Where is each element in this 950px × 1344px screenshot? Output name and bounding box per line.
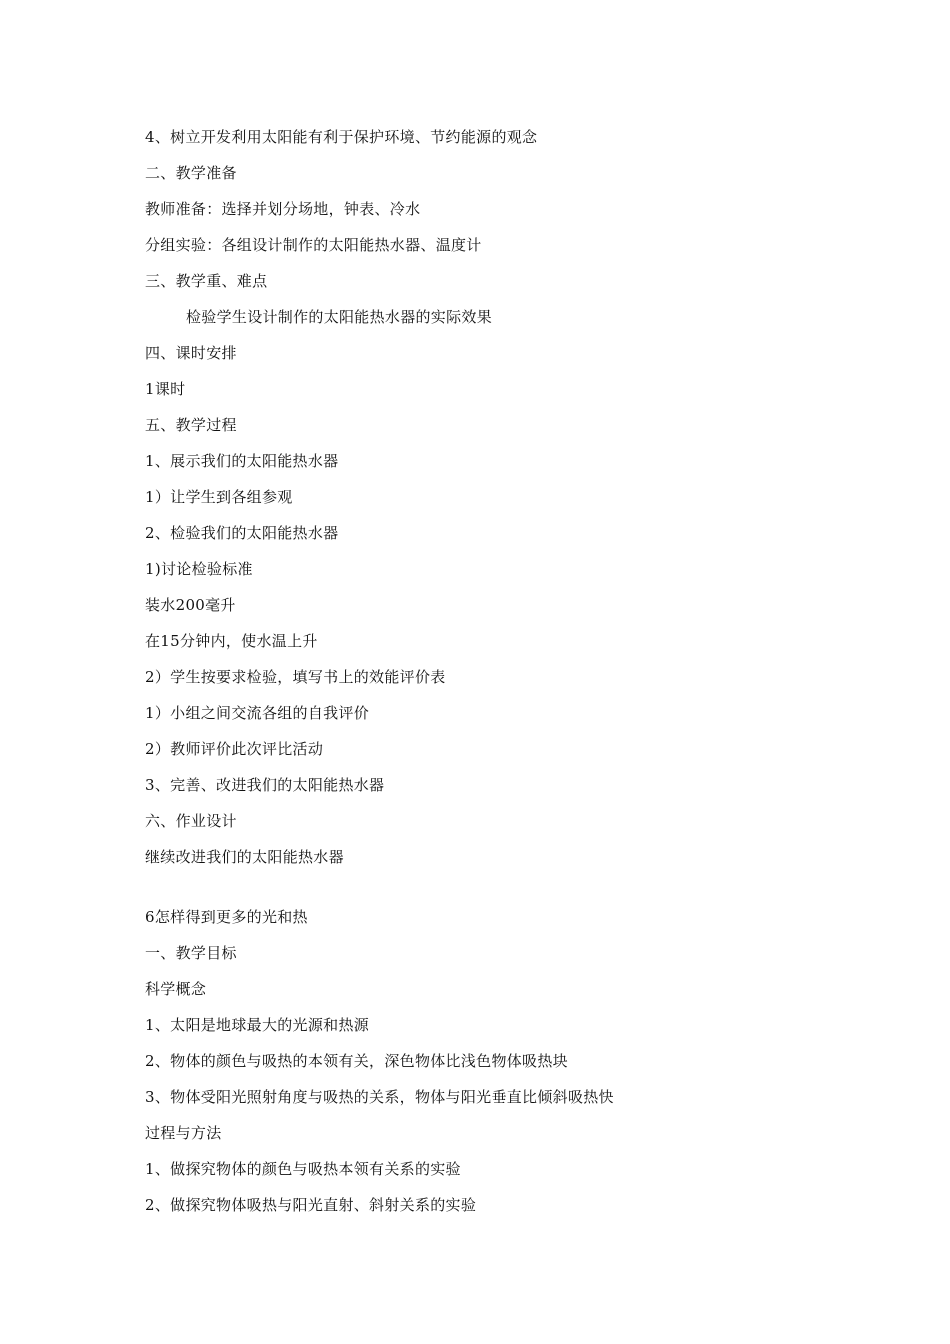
text-line: 2）学生按要求检验，填写书上的效能评价表 xyxy=(145,668,446,686)
text-line: 2）教师评价此次评比活动 xyxy=(145,740,324,758)
section-heading: 二、教学准备 xyxy=(145,164,237,182)
lesson-title: 6怎样得到更多的光和热 xyxy=(145,908,308,926)
subsection-heading: 科学概念 xyxy=(145,980,207,998)
text-line: 继续改进我们的太阳能热水器 xyxy=(145,848,344,866)
text-line: 分组实验：各组设计制作的太阳能热水器、温度计 xyxy=(145,236,482,254)
section-heading: 一、教学目标 xyxy=(145,944,237,962)
text-line: 在15分钟内，使水温上升 xyxy=(145,632,318,650)
text-line: 1、展示我们的太阳能热水器 xyxy=(145,452,339,470)
text-line: 3、完善、改进我们的太阳能热水器 xyxy=(145,776,385,794)
section-heading: 五、教学过程 xyxy=(145,416,237,434)
text-line: 2、物体的颜色与吸热的本领有关，深色物体比浅色物体吸热块 xyxy=(145,1052,568,1070)
text-line: 1课时 xyxy=(145,380,186,398)
text-line: 1、做探究物体的颜色与吸热本领有关系的实验 xyxy=(145,1160,461,1178)
text-line: 1、太阳是地球最大的光源和热源 xyxy=(145,1016,370,1034)
section-heading: 六、作业设计 xyxy=(145,812,237,830)
text-line: 检验学生设计制作的太阳能热水器的实际效果 xyxy=(186,308,493,326)
text-line: 1）让学生到各组参观 xyxy=(145,488,293,506)
text-line: 4、树立开发利用太阳能有利于保护环境、节约能源的观念 xyxy=(145,128,538,146)
subsection-heading: 过程与方法 xyxy=(145,1124,222,1142)
section-heading: 四、课时安排 xyxy=(145,344,237,362)
text-line: 1)讨论检验标准 xyxy=(145,560,253,578)
text-line: 装水200毫升 xyxy=(145,596,236,614)
text-line: 3、物体受阳光照射角度与吸热的关系，物体与阳光垂直比倾斜吸热快 xyxy=(145,1088,614,1106)
text-line: 1）小组之间交流各组的自我评价 xyxy=(145,704,370,722)
section-heading: 三、教学重、难点 xyxy=(145,272,268,290)
text-line: 2、检验我们的太阳能热水器 xyxy=(145,524,339,542)
text-line: 教师准备：选择并划分场地，钟表、冷水 xyxy=(145,200,421,218)
text-line: 2、做探究物体吸热与阳光直射、斜射关系的实验 xyxy=(145,1196,477,1214)
